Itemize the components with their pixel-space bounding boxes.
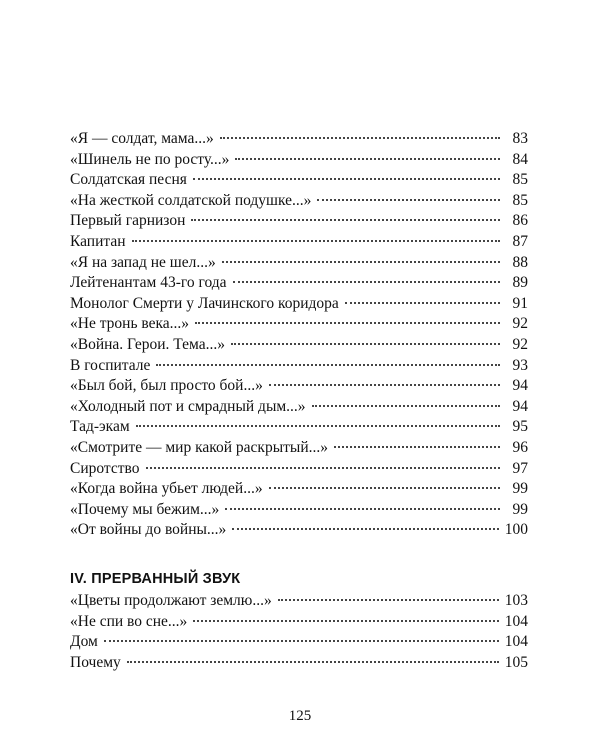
toc-entry-page: 96 <box>512 438 528 456</box>
toc-entry-page: 86 <box>512 212 528 230</box>
toc-entry-title: Почему <box>70 653 121 671</box>
dot-leader <box>156 363 500 366</box>
dot-leader <box>136 424 500 427</box>
toc-entry-title: Монолог Смерти у Лачинского коридора <box>70 294 339 312</box>
toc-entry-title: Солдатская песня <box>70 171 187 189</box>
toc-entry-page: 93 <box>512 356 528 374</box>
toc-entry <box>70 438 528 459</box>
toc-entry <box>70 520 528 541</box>
toc-entry-page: 103 <box>504 592 528 609</box>
toc-entry <box>70 273 528 294</box>
toc-entry <box>70 591 528 612</box>
toc-entry-page: 85 <box>512 171 528 189</box>
dot-leader <box>345 301 500 304</box>
toc-entry <box>70 211 528 232</box>
toc-entry-title: «Я на запад не шел...» <box>70 253 216 271</box>
toc-entry-title: Капитан <box>70 232 126 250</box>
dot-leader <box>195 321 500 324</box>
toc-entry <box>70 294 528 315</box>
dot-leader <box>269 383 500 386</box>
toc-entry <box>70 314 528 335</box>
dot-leader <box>127 660 499 663</box>
toc-entry-title: Дом <box>70 633 98 651</box>
toc-entry-page: 89 <box>512 274 528 292</box>
toc-entry <box>70 479 528 500</box>
toc-entry-page: 104 <box>504 633 528 651</box>
toc-entry <box>70 335 528 356</box>
toc-entry-page: 87 <box>512 232 528 250</box>
toc-entry <box>70 376 528 397</box>
toc-entry <box>70 170 528 191</box>
dot-leader <box>235 157 500 160</box>
dot-leader <box>193 177 500 180</box>
toc-entry-page: 85 <box>512 191 528 209</box>
dot-leader <box>334 445 500 448</box>
toc-entry <box>70 632 528 653</box>
toc-entry-title: «Смотрите — мир какой раскрытый...» <box>70 438 328 456</box>
toc-entry <box>70 459 528 480</box>
dot-leader <box>222 260 500 263</box>
dot-leader <box>269 486 500 489</box>
dot-leader <box>312 404 500 407</box>
toc-entry-title: Тад-экам <box>70 418 130 436</box>
toc-entry-title: «На жесткой солдатской подушке...» <box>70 191 312 209</box>
toc-entry-page: 95 <box>512 418 528 436</box>
toc-entry <box>70 417 528 438</box>
toc-entry-page: 100 <box>504 521 528 539</box>
dot-leader <box>146 466 500 469</box>
dot-leader <box>104 639 499 642</box>
toc-entry <box>70 150 528 171</box>
toc-entry <box>70 191 528 212</box>
page-number: 125 <box>288 708 312 724</box>
toc-entry-page: 104 <box>504 612 528 630</box>
toc-entry-title: «Я — солдат, мама...» <box>70 130 214 147</box>
toc-entry-page: 92 <box>512 315 528 333</box>
toc-entry-page: 99 <box>512 500 528 518</box>
toc-entry-title: «Не спи во сне...» <box>70 612 188 630</box>
toc-entry <box>70 253 528 274</box>
toc-entry-title: «Почему мы бежим...» <box>70 500 220 518</box>
dot-leader <box>233 280 500 283</box>
toc-entry-title: «Не тронь века...» <box>70 315 190 333</box>
toc-entry-title: Сиротство <box>70 459 140 477</box>
dot-leader <box>225 507 500 510</box>
toc-entry-title: «Война. Герои. Тема...» <box>70 335 225 353</box>
toc-entry-page: 97 <box>512 459 528 477</box>
toc-section-continued <box>70 129 528 541</box>
toc-entry-title: «Холодный пот и смрадный дым...» <box>70 397 306 415</box>
toc-entry <box>70 653 528 674</box>
toc-entry-title: «Был бой, был просто бой...» <box>70 377 263 395</box>
toc-entry-page: 92 <box>512 335 528 353</box>
toc-entry-title: «Когда война убьет людей...» <box>70 480 263 498</box>
toc-entry-page: 94 <box>512 377 528 395</box>
toc-entry-title: Лейтенантам 43-го года <box>70 274 227 292</box>
toc-entry-title: Первый гарнизон <box>70 212 186 230</box>
toc-entry-page: 94 <box>512 397 528 415</box>
toc-entry-page: 88 <box>512 253 528 271</box>
toc-entry-page: 84 <box>512 150 528 168</box>
section-heading: IV. ПРЕРВАННЫЙ ЗВУК <box>70 571 241 587</box>
toc-entry-title: В госпитале <box>70 356 151 374</box>
toc-entry <box>70 129 528 150</box>
toc-entry <box>70 232 528 253</box>
toc-entry-page: 83 <box>512 130 528 147</box>
dot-leader <box>231 342 500 345</box>
dot-leader <box>193 619 498 622</box>
toc-entry-title: «От войны до войны...» <box>70 521 227 539</box>
dot-leader <box>132 239 500 242</box>
toc-entry <box>70 397 528 418</box>
toc-entry <box>70 612 528 633</box>
toc-entry-page: 99 <box>512 480 528 498</box>
toc-entry-page: 105 <box>504 653 528 671</box>
toc-entry-page: 91 <box>512 294 528 312</box>
dot-leader <box>278 598 499 601</box>
toc-entry <box>70 356 528 377</box>
dot-leader <box>317 198 500 201</box>
toc-entry-title: «Цветы продолжают землю...» <box>70 592 272 609</box>
toc-entry-title: «Шинель не по росту...» <box>70 150 230 168</box>
dot-leader <box>232 527 498 530</box>
dot-leader <box>220 136 500 139</box>
toc-entry <box>70 500 528 521</box>
dot-leader <box>191 218 500 221</box>
toc-section-iv <box>70 568 528 673</box>
